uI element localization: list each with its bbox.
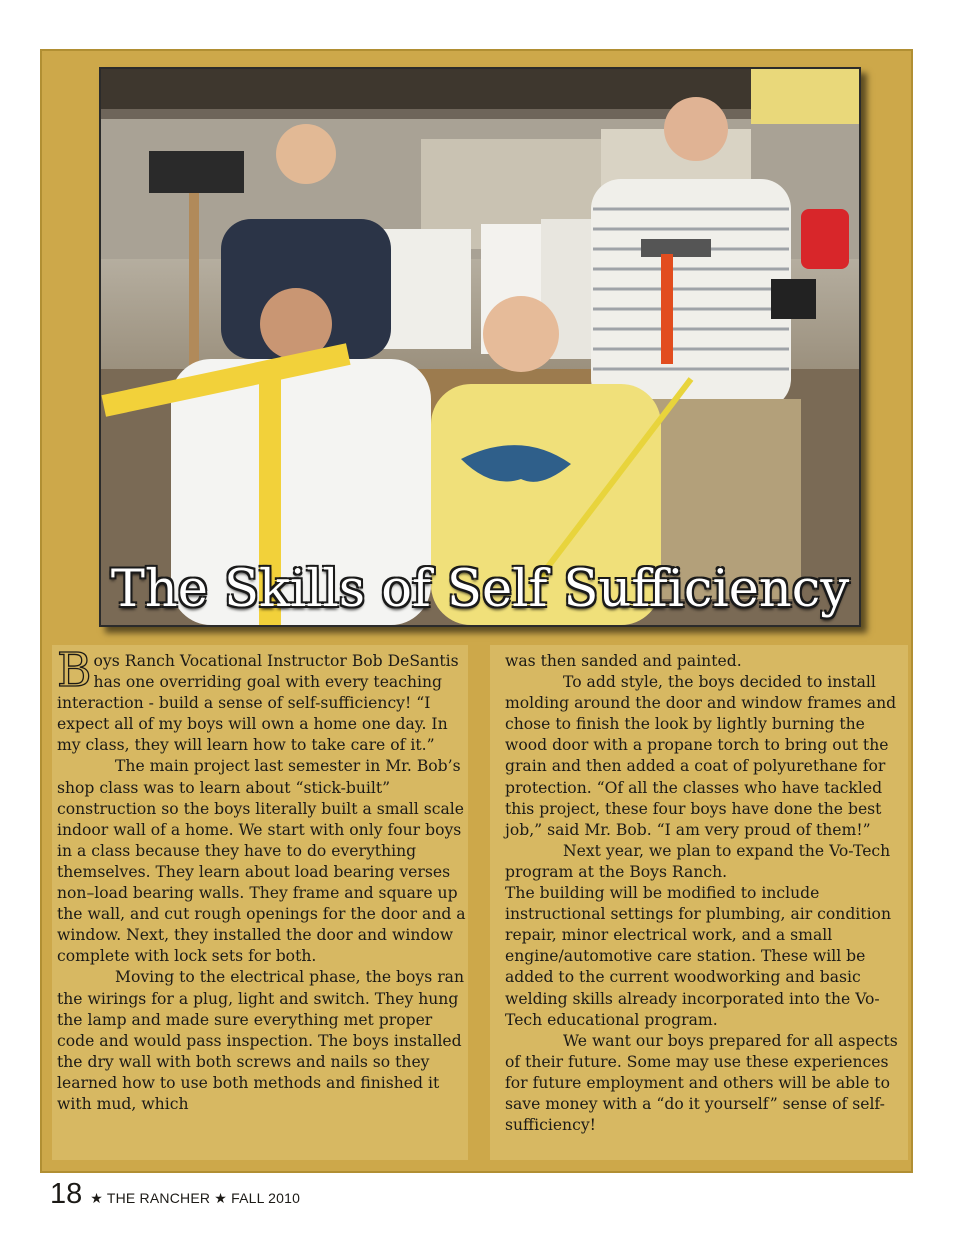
article-paragraph: The building will be modified to include instructional settings for plumbing, air condition repair, minor electrical work, and a small engine/automotive care station. These will be added to the current woodworking and basic welding skills already incorporated into the Vo-Tech educational program. xyxy=(505,884,891,1029)
article-headline: The Skills of Self Sufficiency xyxy=(110,560,850,619)
article-paragraph xyxy=(57,643,467,756)
page-footer xyxy=(50,1178,300,1211)
article-column-left xyxy=(57,643,467,1115)
article-photo xyxy=(99,67,861,627)
paragraph-text: oys Ranch Vocational Instructor Bob DeSantis has one overriding goal with every teaching interaction - build a sense of self-sufficiency! “I expect all of my boys will own a home one day. In my class, they will learn how to take care of it.” xyxy=(57,652,459,755)
photo-illustration xyxy=(101,69,859,625)
article-paragraph: The main project last semester in Mr. Bob’s shop class was to learn about “stick-built” construction so the boys literally built a small scale indoor wall of a home. We start with only four boys in a class because they have to do everything themselves. They learn about load bearing verses non–load bearing walls. They frame and square up the wall, and cut rough openings for the door and a window. Next, they installed the door and window complete with lock sets for both. xyxy=(57,757,466,966)
article-paragraph: To add style, the boys decided to install molding around the door and window frames and chose to finish the look by lightly burning the wood door with a propane torch to bring out the grain and then added a coat of polyurethane for protection. “Of all the classes who have tackled this project, these four boys have done the best job,” said Mr. Bob. “I am very proud of them!” xyxy=(505,673,897,839)
page-number: 18 xyxy=(50,1178,83,1210)
article-column-right xyxy=(505,651,907,1136)
article-paragraph: was then sanded and painted. xyxy=(505,652,742,670)
drop-cap: B xyxy=(57,643,92,698)
article-paragraph: Next year, we plan to expand the Vo-Tech program at the Boys Ranch. xyxy=(505,841,891,881)
publication-info: ★ THE RANCHER ★ FALL 2010 xyxy=(90,1190,301,1206)
article-paragraph: Moving to the electrical phase, the boys ran the wirings for a plug, light and switch. They hung the lamp and made sure everything met proper code and would pass inspection. The boys installed the dry wall with both screws and nails so they learned how to use both methods and finished it with mud, which xyxy=(57,968,464,1113)
article-paragraph: We want our boys prepared for all aspects of their future. Some may use these experiences for future employment and others will be able to save money with a “do it yourself” sense of self-sufficiency! xyxy=(505,1031,898,1135)
